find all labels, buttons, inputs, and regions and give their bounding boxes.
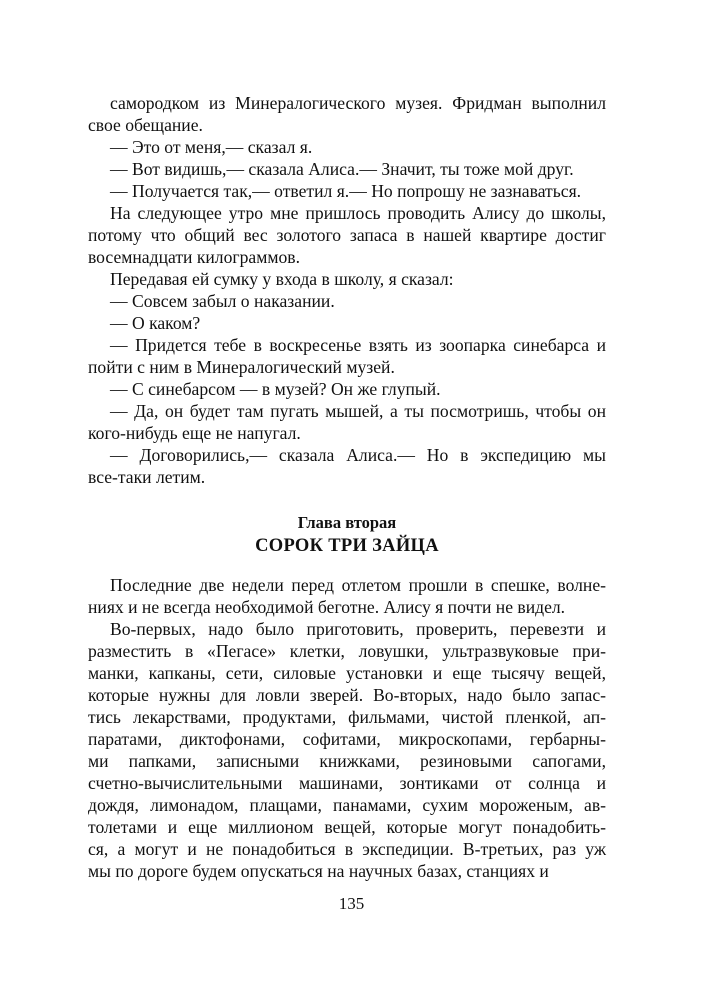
text-line: — Вот видишь,— сказала Алиса.— Значит, ты тоже мой друг. <box>110 159 574 179</box>
text-line: кого-нибудь еще не напугал. <box>88 423 301 443</box>
paragraph <box>88 202 606 268</box>
text-line: манки, капканы, сети, силовые установки и еще тысячу вещей, <box>88 663 606 683</box>
text-line: дождя, лимонадом, плащами, панамами, сухим мороженым, ав- <box>88 795 606 815</box>
text-line: ся, а могут и не понадобиться в экспедиции. В-третьих, раз уж <box>88 839 606 859</box>
top-text-section <box>88 92 606 488</box>
text-line: — Получается так,— ответил я.— Но попрошу не зазнаваться. <box>110 181 582 201</box>
paragraph <box>88 290 606 312</box>
text-line: — С синебарсом — в музей? Он же глупый. <box>110 379 441 399</box>
text-line: самородком из Минералогического музея. Фридман выполнил <box>110 93 606 113</box>
chapter-title: СОРОК ТРИ ЗАЙЦА <box>255 536 439 556</box>
text-line: ми папками, записными книжками, резиновыми сапогами, <box>88 751 606 771</box>
text-line: — Это от меня,— сказал я. <box>110 137 313 157</box>
text-line: Последние две недели перед отлетом прошли в спешке, волне- <box>110 575 606 595</box>
paragraph <box>88 334 606 378</box>
paragraph <box>88 158 606 180</box>
paragraph <box>88 312 606 334</box>
paragraph <box>88 444 606 488</box>
text-line: толетами и еще миллионом вещей, которые могут понадобить- <box>88 817 606 837</box>
text-line: — О каком? <box>110 313 201 333</box>
paragraph <box>88 268 606 290</box>
text-line: которые нужны для ловли зверей. Во-вторых, надо было запас- <box>88 685 606 705</box>
text-line: Передавая ей сумку у входа в школу, я сказал: <box>110 269 454 289</box>
chapter-label: Глава вторая <box>297 513 397 532</box>
text-line: Во-первых, надо было приготовить, проверить, перевезти и <box>110 619 606 639</box>
paragraph <box>88 618 606 882</box>
text-line: мы по дороге будем опускаться на научных базах, станциях и <box>88 861 549 881</box>
bottom-text-section <box>88 574 606 882</box>
text-line: разместить в «Пегасе» клетки, ловушки, ультразвуковые при- <box>88 641 606 661</box>
paragraph <box>88 136 606 158</box>
paragraph <box>88 180 606 202</box>
text-line: пойти с ним в Минералогический музей. <box>88 357 395 377</box>
paragraph <box>88 92 606 136</box>
text-line: восемнадцати килограммов. <box>88 247 300 267</box>
text-line: тись лекарствами, продуктами, фильмами, чистой пленкой, ап- <box>88 707 606 727</box>
text-line: паратами, диктофонами, софитами, микроскопами, гербарны- <box>88 729 606 749</box>
text-line: — Да, он будет там пугать мышей, а ты посмотришь, чтобы он <box>110 401 606 421</box>
paragraph <box>88 574 606 618</box>
text-line: свое обещание. <box>88 115 203 135</box>
text-line: — Придется тебе в воскресенье взять из зоопарка синебарса и <box>110 335 606 355</box>
text-line: ниях и не всегда необходимой беготне. Алису я почти не видел. <box>88 597 566 617</box>
text-line: счетно-вычислительными машинами, зонтиками от солнца и <box>88 773 606 793</box>
text-line: все-таки летим. <box>88 467 206 487</box>
text-line: потому что общий вес золотого запаса в нашей квартире достиг <box>88 225 606 245</box>
text-line: На следующее утро мне пришлось проводить Алису до школы, <box>110 203 606 223</box>
paragraph <box>88 400 606 444</box>
text-line: — Договорились,— сказала Алиса.— Но в экспедицию мы <box>110 445 606 465</box>
page-number: 135 <box>338 894 365 913</box>
text-line: — Совсем забыл о наказании. <box>110 291 335 311</box>
paragraph <box>88 378 606 400</box>
chapter-heading <box>88 512 606 558</box>
